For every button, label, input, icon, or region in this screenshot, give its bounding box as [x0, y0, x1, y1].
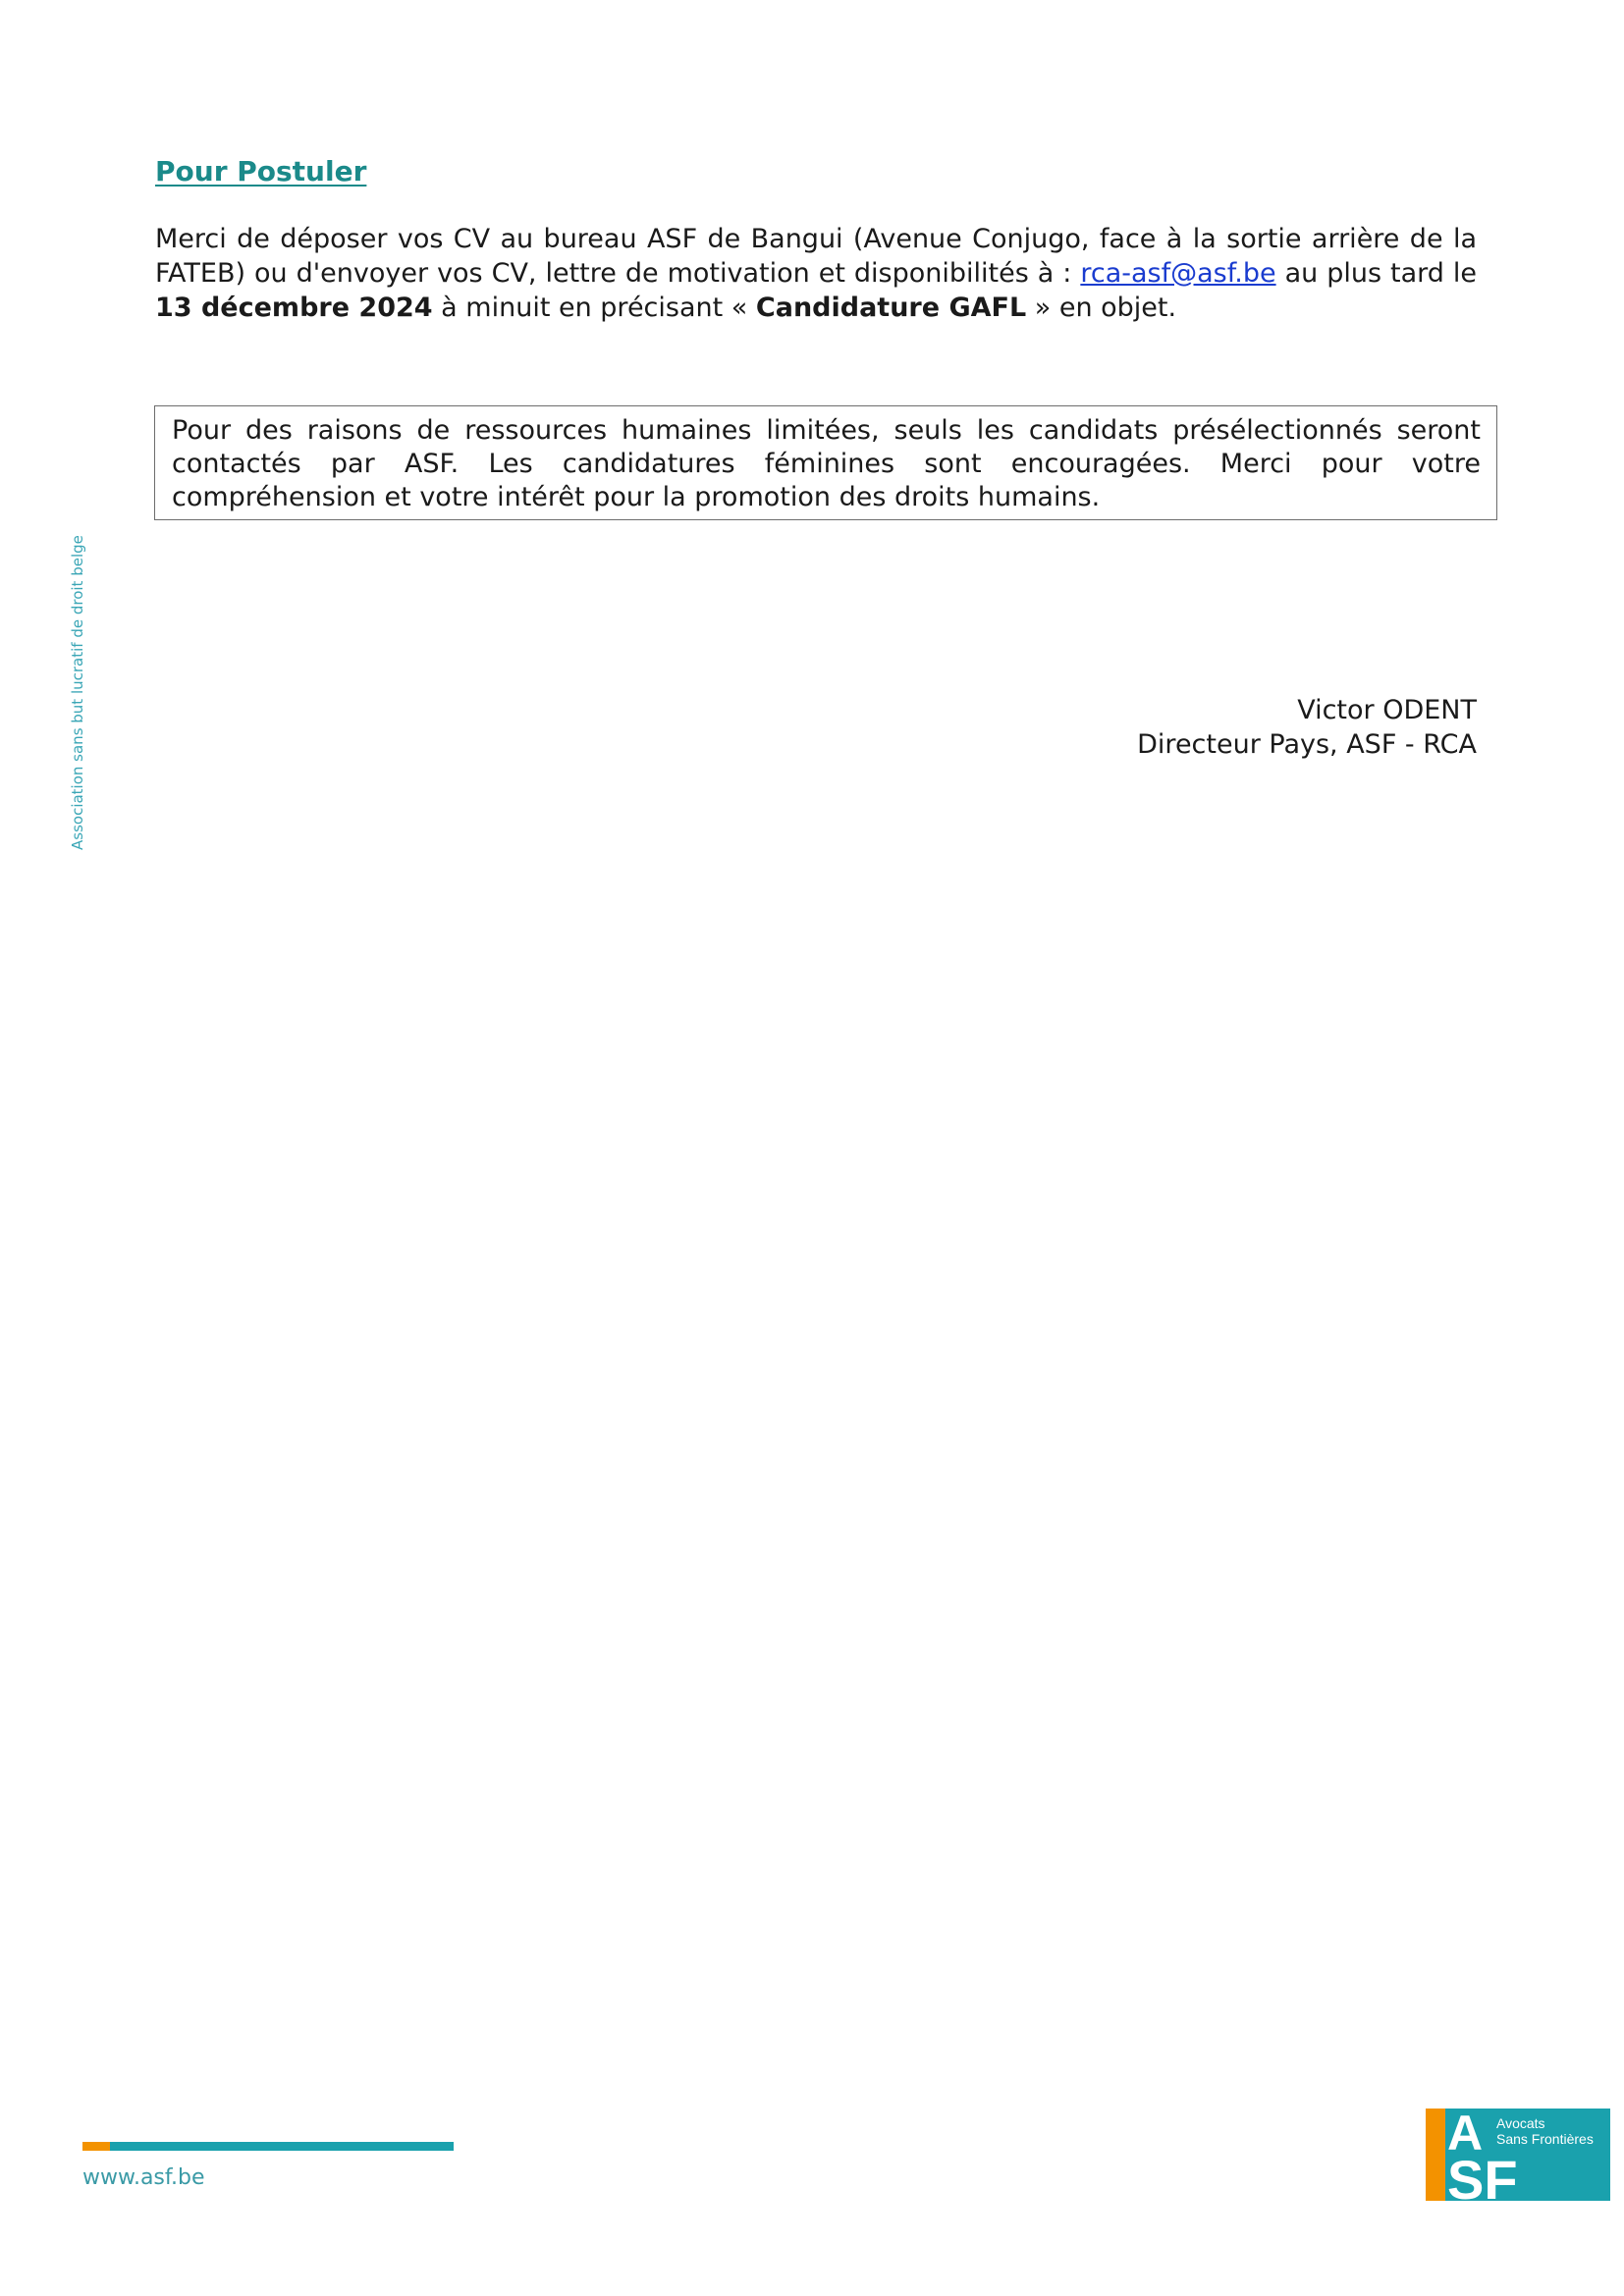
legal-status-side-text: Association sans but lucratif de droit belge	[69, 535, 86, 850]
signatory-title: Directeur Pays, ASF - RCA	[1137, 729, 1477, 760]
logo-letter-a: A	[1447, 2109, 1484, 2161]
logo-orange-bar	[1426, 2109, 1445, 2201]
notice-text: Pour des raisons de ressources humaines limitées, seuls les candidats présélectionnés seront contactés par ASF. Les candidatures féminines sont encouragées. Merci pour votre compréhension et votre intérêt pour la promotion des droits humains.	[172, 415, 1481, 512]
application-subject: Candidature GAFL	[755, 293, 1027, 323]
asf-logo	[1426, 2109, 1610, 2201]
footer-bar-teal-segment	[110, 2142, 454, 2151]
signatory-name: Victor ODENT	[1297, 695, 1477, 725]
instructions-text-2: au plus tard le	[1275, 258, 1477, 289]
footer-bar-orange-segment	[82, 2142, 110, 2151]
deadline-date: 13 décembre 2024	[155, 293, 433, 323]
notice-box	[154, 405, 1497, 520]
instructions-text-4: » en objet.	[1026, 293, 1177, 323]
signature-block	[1137, 693, 1477, 762]
email-link[interactable]: rca-asf@asf.be	[1080, 258, 1276, 289]
logo-line-avocats: Avocats	[1496, 2115, 1545, 2131]
logo-letters-sf: SF	[1447, 2149, 1518, 2201]
instructions-text-1: Merci de déposer vos CV au bureau ASF de Bangui (Avenue Conjugo, face à la sortie arrière de la FATEB) ou d'envoyer vos CV, lettre de motivation et disponibilités à :	[155, 224, 1477, 289]
section-heading: Pour Postuler	[155, 155, 367, 187]
footer-website[interactable]: www.asf.be	[82, 2165, 205, 2190]
application-instructions	[155, 222, 1477, 325]
logo-line-sans-frontieres: Sans Frontières	[1496, 2131, 1594, 2147]
footer-color-bar	[82, 2142, 454, 2151]
instructions-text-3: à minuit en précisant «	[432, 293, 756, 323]
